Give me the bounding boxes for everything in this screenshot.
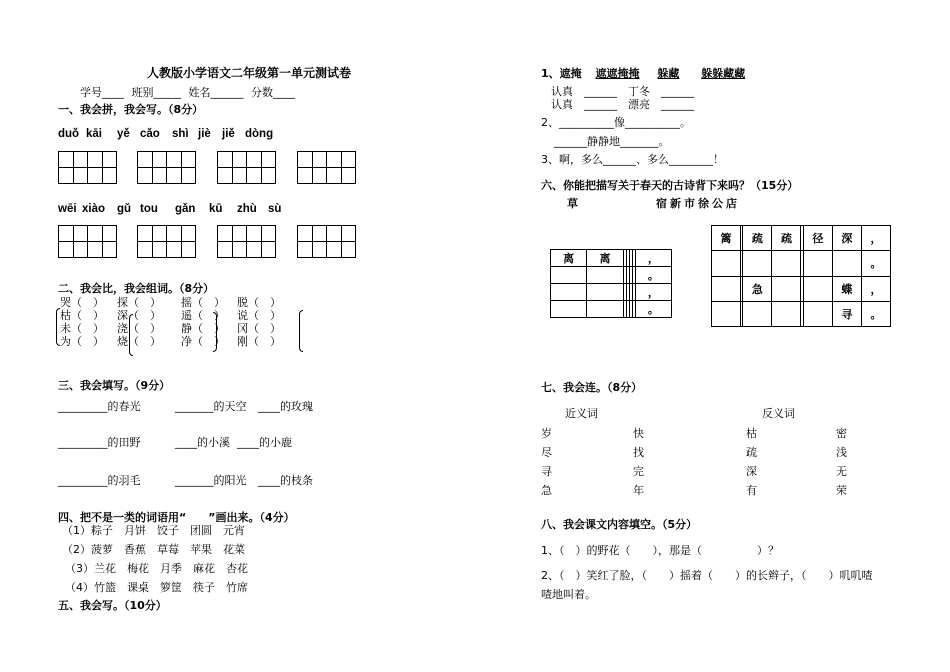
- match-word[interactable]: 无: [836, 465, 847, 478]
- grid-cell[interactable]: [587, 301, 623, 318]
- grid-cell[interactable]: [551, 267, 587, 284]
- r2-line2[interactable]: ______静静地_______。: [554, 135, 670, 148]
- brace: [213, 312, 217, 352]
- writing-grid[interactable]: [217, 225, 276, 258]
- match-word[interactable]: 深: [746, 465, 757, 478]
- match-word[interactable]: 快: [633, 427, 644, 440]
- grid-cell[interactable]: [743, 251, 772, 276]
- pinyin: gǔ: [117, 203, 132, 215]
- grid-cell[interactable]: 疏: [772, 226, 801, 251]
- word-pair-item[interactable]: 深（ ）: [117, 309, 161, 322]
- grid-cell: 。: [635, 267, 671, 284]
- poem1-title: 草: [567, 197, 578, 210]
- match-column-4: [836, 424, 847, 500]
- fill-phrase[interactable]: _________的田野: [58, 436, 141, 449]
- pinyin: tou: [140, 203, 158, 215]
- grid-cell[interactable]: 疏: [743, 226, 772, 251]
- pinyin: kāi: [86, 128, 102, 140]
- fill-phrase[interactable]: ____的小鹿: [237, 436, 292, 449]
- pinyin: duǒ: [58, 128, 80, 140]
- pinyin: jiě: [222, 128, 235, 140]
- word-pair-item[interactable]: 未（ ）: [60, 322, 104, 335]
- pinyin: jiè: [198, 128, 211, 140]
- word-pair-item[interactable]: 静（ ）: [181, 322, 225, 335]
- pinyin: shì: [172, 128, 189, 140]
- grid-cell[interactable]: 篱: [712, 226, 741, 251]
- q8-line3[interactable]: 喳地叫着。: [541, 588, 596, 601]
- match-word[interactable]: 浅: [836, 446, 847, 459]
- word-pair-item[interactable]: 探（ ）: [117, 296, 161, 309]
- match-word[interactable]: 有: [746, 484, 757, 497]
- fill-phrase[interactable]: _______的天空: [175, 400, 247, 413]
- pinyin: sù: [268, 203, 282, 215]
- grid-cell[interactable]: 蝶: [832, 276, 861, 301]
- name-field[interactable]: 姓名______: [188, 86, 244, 99]
- grid-cell[interactable]: [587, 284, 623, 301]
- writing-grid[interactable]: [297, 151, 356, 184]
- grid-cell[interactable]: 离: [587, 250, 623, 267]
- writing-grid[interactable]: [58, 225, 117, 258]
- pinyin: yě: [117, 128, 130, 140]
- grid-cell[interactable]: [743, 301, 772, 326]
- match-column-1: [541, 424, 552, 500]
- q4-item[interactable]: （1）粽子 月饼 饺子 团圆 元宵: [62, 524, 245, 537]
- q4-item[interactable]: （2）菠萝 香蕉 草莓 苹果 花菜: [62, 543, 245, 556]
- match-column-2: [633, 424, 644, 500]
- grid-cell: 。: [861, 251, 890, 276]
- writing-grid[interactable]: [137, 225, 196, 258]
- grid-cell[interactable]: [803, 251, 832, 276]
- poem1-grid[interactable]: [550, 249, 672, 318]
- word-pair-item[interactable]: 摇（ ）: [181, 296, 225, 309]
- word-pair-item[interactable]: 脱（ ）: [237, 296, 281, 309]
- r1-line3[interactable]: 认真 ______ 漂亮 ______: [551, 98, 694, 111]
- word-pair-item[interactable]: 哭（ ）: [60, 296, 104, 309]
- word-pair-item[interactable]: 枯（ ）: [60, 309, 104, 322]
- antonym-label: 反义词: [762, 407, 795, 420]
- q4-heading: 四、把不是一类的词语用“ ”画出来。（4分）: [58, 511, 295, 524]
- q3-heading: 三、我会填写。（9分）: [58, 379, 171, 392]
- writing-grid[interactable]: [297, 225, 356, 258]
- r1-line1: 1、遮掩 遮遮掩掩 躲藏 躲躲藏藏: [541, 67, 746, 80]
- fill-phrase[interactable]: ____的枝条: [258, 474, 313, 487]
- match-word[interactable]: 完: [633, 465, 644, 478]
- poem2-title: 宿新市徐公店: [656, 197, 740, 210]
- word-pair-item[interactable]: 为（ ）: [60, 335, 104, 348]
- r2-line1[interactable]: 2、__________像__________。: [541, 116, 691, 129]
- match-word[interactable]: 疏: [746, 446, 757, 459]
- q4-item[interactable]: （4）竹篮 课桌 箩筐 筷子 竹席: [65, 581, 248, 594]
- fill-phrase[interactable]: ____的小溪: [175, 436, 230, 449]
- brace: [299, 310, 303, 352]
- grid-cell[interactable]: [551, 301, 587, 318]
- pinyin: cǎo: [140, 128, 160, 140]
- grid-cell[interactable]: [551, 284, 587, 301]
- grid-cell: ，: [635, 250, 671, 267]
- grid-cell: ，: [861, 226, 890, 251]
- match-word[interactable]: 寻: [541, 465, 552, 478]
- grid-cell: 。: [861, 301, 890, 326]
- match-word[interactable]: 岁: [541, 427, 552, 440]
- q1-heading: 一、我会拼，我会写。（8分）: [58, 103, 204, 116]
- poem2-grid[interactable]: [711, 225, 891, 327]
- fill-phrase[interactable]: _________的春光: [58, 400, 141, 413]
- r1-line2[interactable]: 认真 ______ 丁冬 ______: [551, 85, 694, 98]
- pinyin: xiào: [82, 203, 106, 215]
- word-pair-item[interactable]: 净（ ）: [181, 335, 225, 348]
- grid-cell: ，: [861, 276, 890, 301]
- writing-grid[interactable]: [137, 151, 196, 184]
- fill-phrase[interactable]: _______的阳光: [175, 474, 247, 487]
- q8-line1[interactable]: 1、（ ）的野花（ ），那是（ ）？: [541, 544, 779, 557]
- brace: [56, 308, 60, 346]
- grid-cell[interactable]: 离: [551, 250, 587, 267]
- q7-heading: 七、我会连。（8分）: [541, 381, 643, 394]
- match-word[interactable]: 年: [633, 484, 644, 497]
- q2-col2: [117, 296, 161, 348]
- match-word[interactable]: 枯: [746, 427, 757, 440]
- page-title: 人教版小学语文二年级第一单元测试卷: [147, 66, 352, 80]
- r3-line[interactable]: 3、啊，多么______、多么________！: [541, 153, 724, 166]
- brace: [129, 314, 133, 356]
- match-column-3: [746, 424, 757, 500]
- word-pair-item[interactable]: 冈（ ）: [237, 322, 281, 335]
- match-word[interactable]: 密: [836, 427, 847, 440]
- pinyin: zhù: [237, 203, 257, 215]
- grid-cell[interactable]: 深: [832, 226, 861, 251]
- word-pair-item[interactable]: 烧（ ）: [117, 335, 161, 348]
- word-pair-item[interactable]: 刚（ ）: [237, 335, 281, 348]
- grid-cell: ，: [635, 284, 671, 301]
- grid-cell[interactable]: [772, 276, 801, 301]
- pinyin: kū: [209, 203, 223, 215]
- synonym-label: 近义词: [565, 407, 598, 420]
- grid-cell[interactable]: [832, 251, 861, 276]
- q2-col3: [181, 296, 225, 348]
- fill-phrase[interactable]: _________的羽毛: [58, 474, 141, 487]
- q2-col1: [60, 296, 104, 348]
- word-pair-item[interactable]: 浇（ ）: [117, 322, 161, 335]
- match-word[interactable]: 尽: [541, 446, 552, 459]
- student-info: [80, 84, 295, 100]
- pinyin: wēi: [58, 203, 77, 215]
- pinyin: dòng: [245, 128, 274, 140]
- grid-cell[interactable]: 寻: [832, 301, 861, 326]
- writing-grid[interactable]: [217, 151, 276, 184]
- match-word[interactable]: 急: [541, 484, 552, 497]
- q2-heading: 二、我会比，我会组词。（8分）: [58, 282, 215, 295]
- pinyin: gǎn: [175, 203, 196, 215]
- word-pair-item[interactable]: 说（ ）: [237, 309, 281, 322]
- score-field[interactable]: 分数____: [251, 86, 295, 99]
- writing-grid[interactable]: [58, 151, 117, 184]
- grid-cell[interactable]: [803, 301, 832, 326]
- grid-cell[interactable]: 急: [743, 276, 772, 301]
- grid-cell[interactable]: [712, 301, 741, 326]
- q4-item[interactable]: （3）兰花 梅花 月季 麻花 杏花: [65, 562, 248, 575]
- q5-heading: 五、我会写。（10分）: [58, 599, 167, 612]
- grid-cell: 。: [635, 301, 671, 318]
- grid-cell[interactable]: [587, 267, 623, 284]
- q8-line2[interactable]: 2、（ ）笑红了脸，（ ）摇着（ ）的长辫子，（ ）叽叽喳: [541, 569, 873, 582]
- word-pair-item[interactable]: 遥（ ）: [181, 309, 225, 322]
- grid-cell[interactable]: 径: [803, 226, 832, 251]
- student-number-field[interactable]: 学号____: [80, 86, 124, 99]
- q2-col4: [237, 296, 281, 348]
- q6-heading: 六、你能把描写关于春天的古诗背下来吗？（15分）: [541, 179, 799, 192]
- grid-cell[interactable]: [803, 276, 832, 301]
- q8-heading: 八、我会课文内容填空。（5分）: [541, 518, 698, 531]
- grid-cell[interactable]: [712, 276, 741, 301]
- grid-cell[interactable]: [772, 301, 801, 326]
- match-word[interactable]: 荣: [836, 484, 847, 497]
- grid-cell[interactable]: [712, 251, 741, 276]
- fill-phrase[interactable]: ____的玫瑰: [258, 400, 313, 413]
- match-word[interactable]: 找: [633, 446, 644, 459]
- grid-cell[interactable]: [772, 251, 801, 276]
- class-field[interactable]: 班别_____: [131, 86, 181, 99]
